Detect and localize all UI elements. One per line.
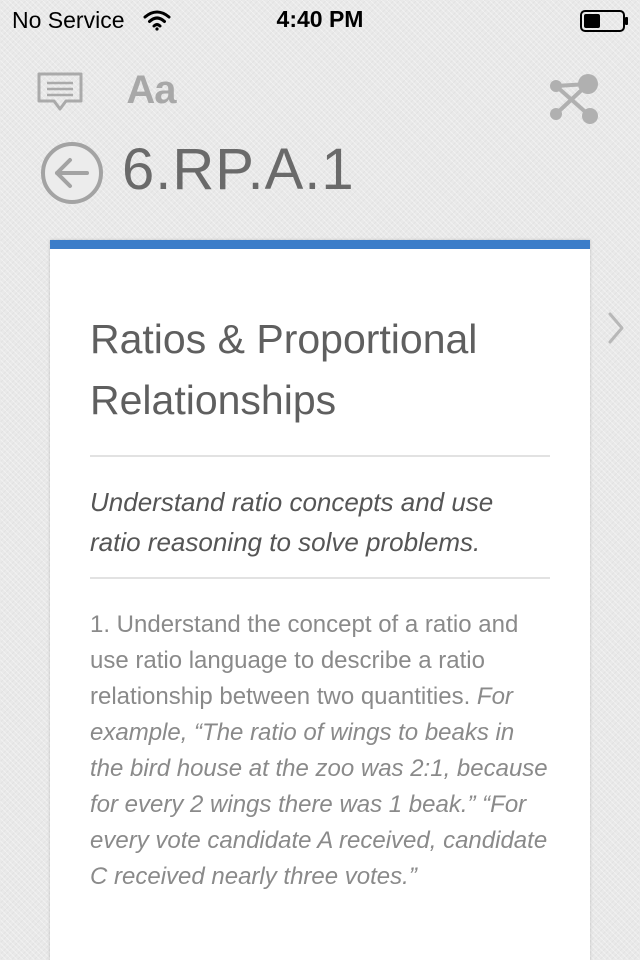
standard-card: [50, 240, 590, 960]
card-subheading: Understand ratio concepts and use ratio reasoning to solve problems.: [90, 487, 494, 557]
standard-description: [90, 607, 550, 895]
divider: [90, 455, 550, 457]
font-size-button[interactable]: Aa: [126, 67, 176, 112]
page-title: 6.RP.A.1: [122, 137, 355, 202]
comment-icon[interactable]: [34, 70, 86, 114]
divider: [90, 577, 550, 579]
status-time: 4:40 PM: [276, 6, 364, 32]
battery-icon: [580, 10, 630, 32]
carrier-label: No Service: [12, 7, 125, 33]
chevron-right-icon[interactable]: [600, 308, 630, 348]
status-bar: [0, 0, 640, 40]
back-arrow-circle-icon[interactable]: [40, 141, 104, 205]
card-heading: Ratios & Proportional Relationships: [90, 316, 478, 423]
example-text: For example, “The ratio of wings to beaks in the bird house at the zoo was 2:1, because for every 2 wings there was 1 beak.” “For every vote candidate A received, candidate C received nearly three votes.”: [90, 683, 548, 890]
standard-text: 1. Understand the concept of a ratio and use ratio language to describe a ratio relationship between two quantities.: [90, 611, 519, 710]
share-icon[interactable]: [546, 70, 604, 128]
